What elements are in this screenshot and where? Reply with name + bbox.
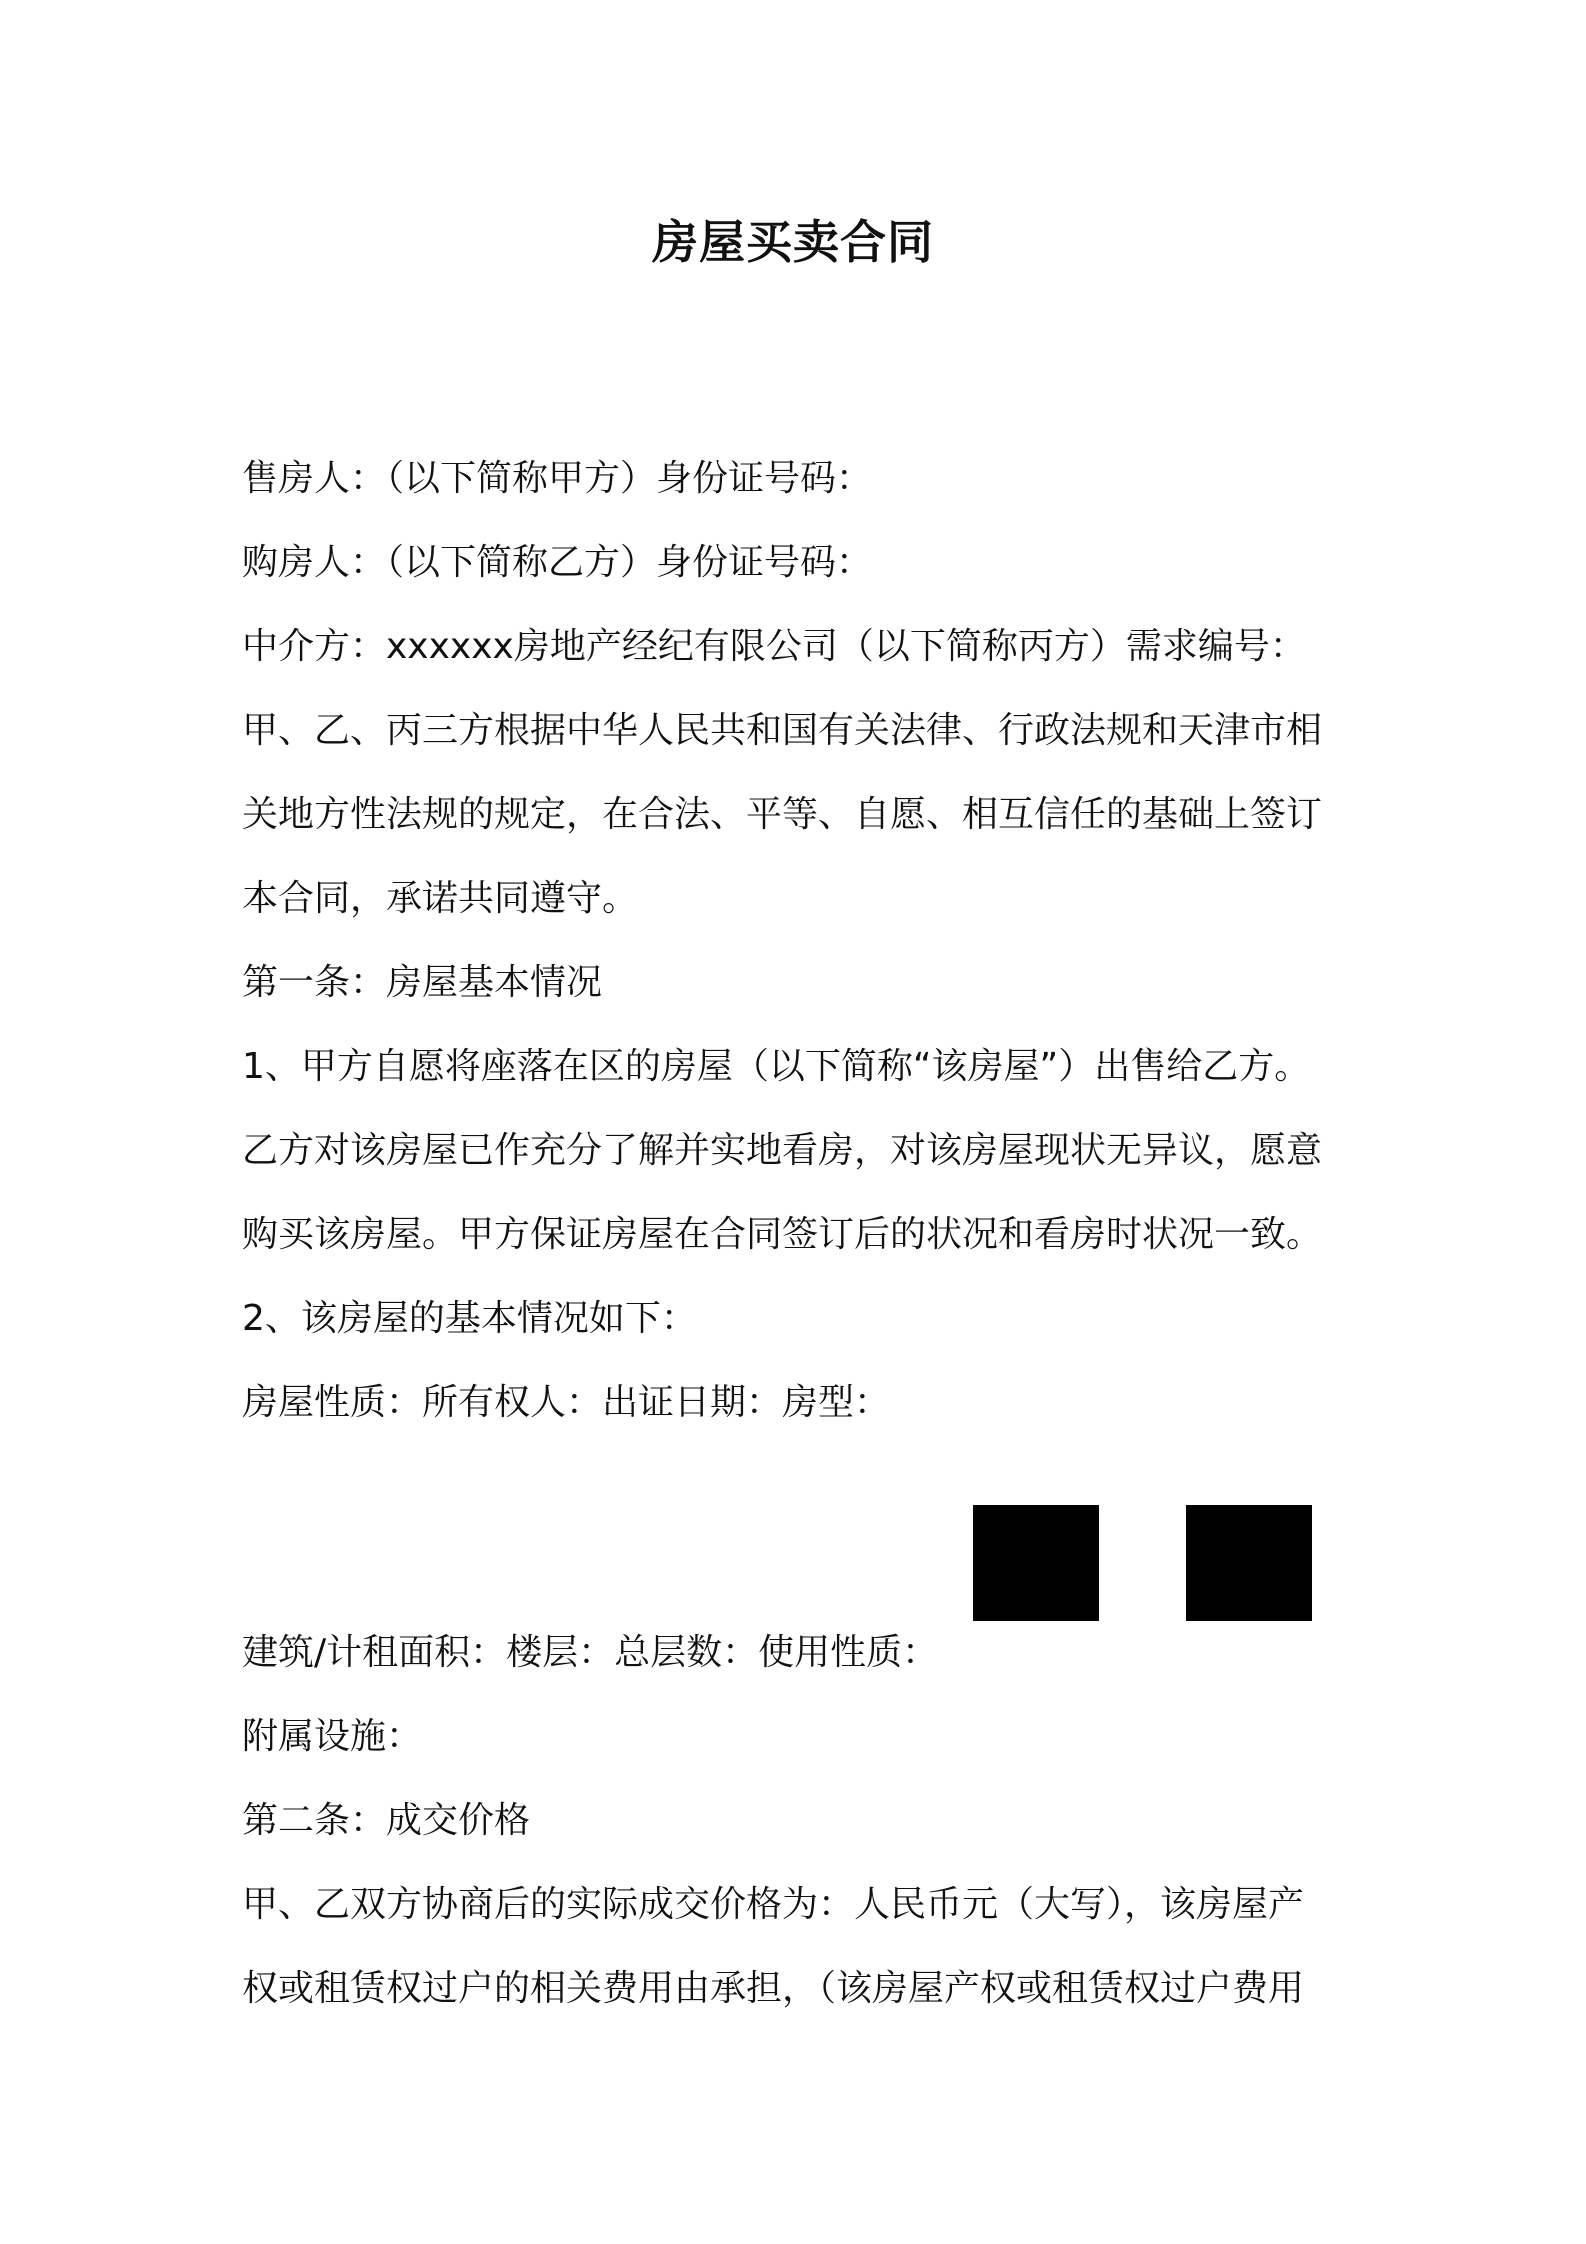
- price-line-1: 甲、乙双方协商后的实际成交价格为：人民币元（大写），该房屋产: [242, 1884, 1305, 1925]
- preamble-line-2: 关地方性法规的规定，在合法、平等、自愿、相互信任的基础上签订: [242, 794, 1323, 835]
- document-title: 房屋买卖合同: [652, 215, 934, 269]
- facilities-line: 附属设施：: [242, 1716, 423, 1757]
- buyer-line: 购房人：（以下简称乙方）身份证号码：: [242, 542, 873, 583]
- article-1-heading: 第一条：房屋基本情况: [242, 962, 603, 1003]
- redaction-block: [1186, 1505, 1312, 1621]
- seller-line: 售房人：（以下简称甲方）身份证号码：: [242, 458, 873, 499]
- article-1-clause-1-line-2: 乙方对该房屋已作充分了解并实地看房，对该房屋现状无异议，愿意: [242, 1130, 1323, 1171]
- agent-line: 中介方：xxxxxx房地产经纪有限公司（以下简称丙方）需求编号：: [242, 626, 1306, 667]
- article-1-clause-2: 2、该房屋的基本情况如下：: [242, 1298, 697, 1339]
- redaction-block: [973, 1505, 1099, 1621]
- price-line-2: 权或租赁权过户的相关费用由承担，（该房屋产权或租赁权过户费用: [242, 1968, 1305, 2009]
- property-info-line-2: 建筑/计租面积：楼层：总层数：使用性质：: [242, 1632, 939, 1673]
- preamble-line-1: 甲、乙、丙三方根据中华人民共和国有关法律、行政法规和天津市相: [242, 710, 1323, 751]
- property-info-line-1: 房屋性质：所有权人：出证日期：房型：: [242, 1382, 891, 1423]
- preamble-line-3: 本合同，承诺共同遵守。: [242, 878, 639, 919]
- article-1-clause-1-line-3: 购买该房屋。甲方保证房屋在合同签订后的状况和看房时状况一致。: [242, 1214, 1323, 1255]
- article-2-heading: 第二条：成交价格: [242, 1800, 531, 1841]
- article-1-clause-1-line-1: 1、甲方自愿将座落在区的房屋（以下简称“该房屋”）出售给乙方。: [242, 1046, 1311, 1087]
